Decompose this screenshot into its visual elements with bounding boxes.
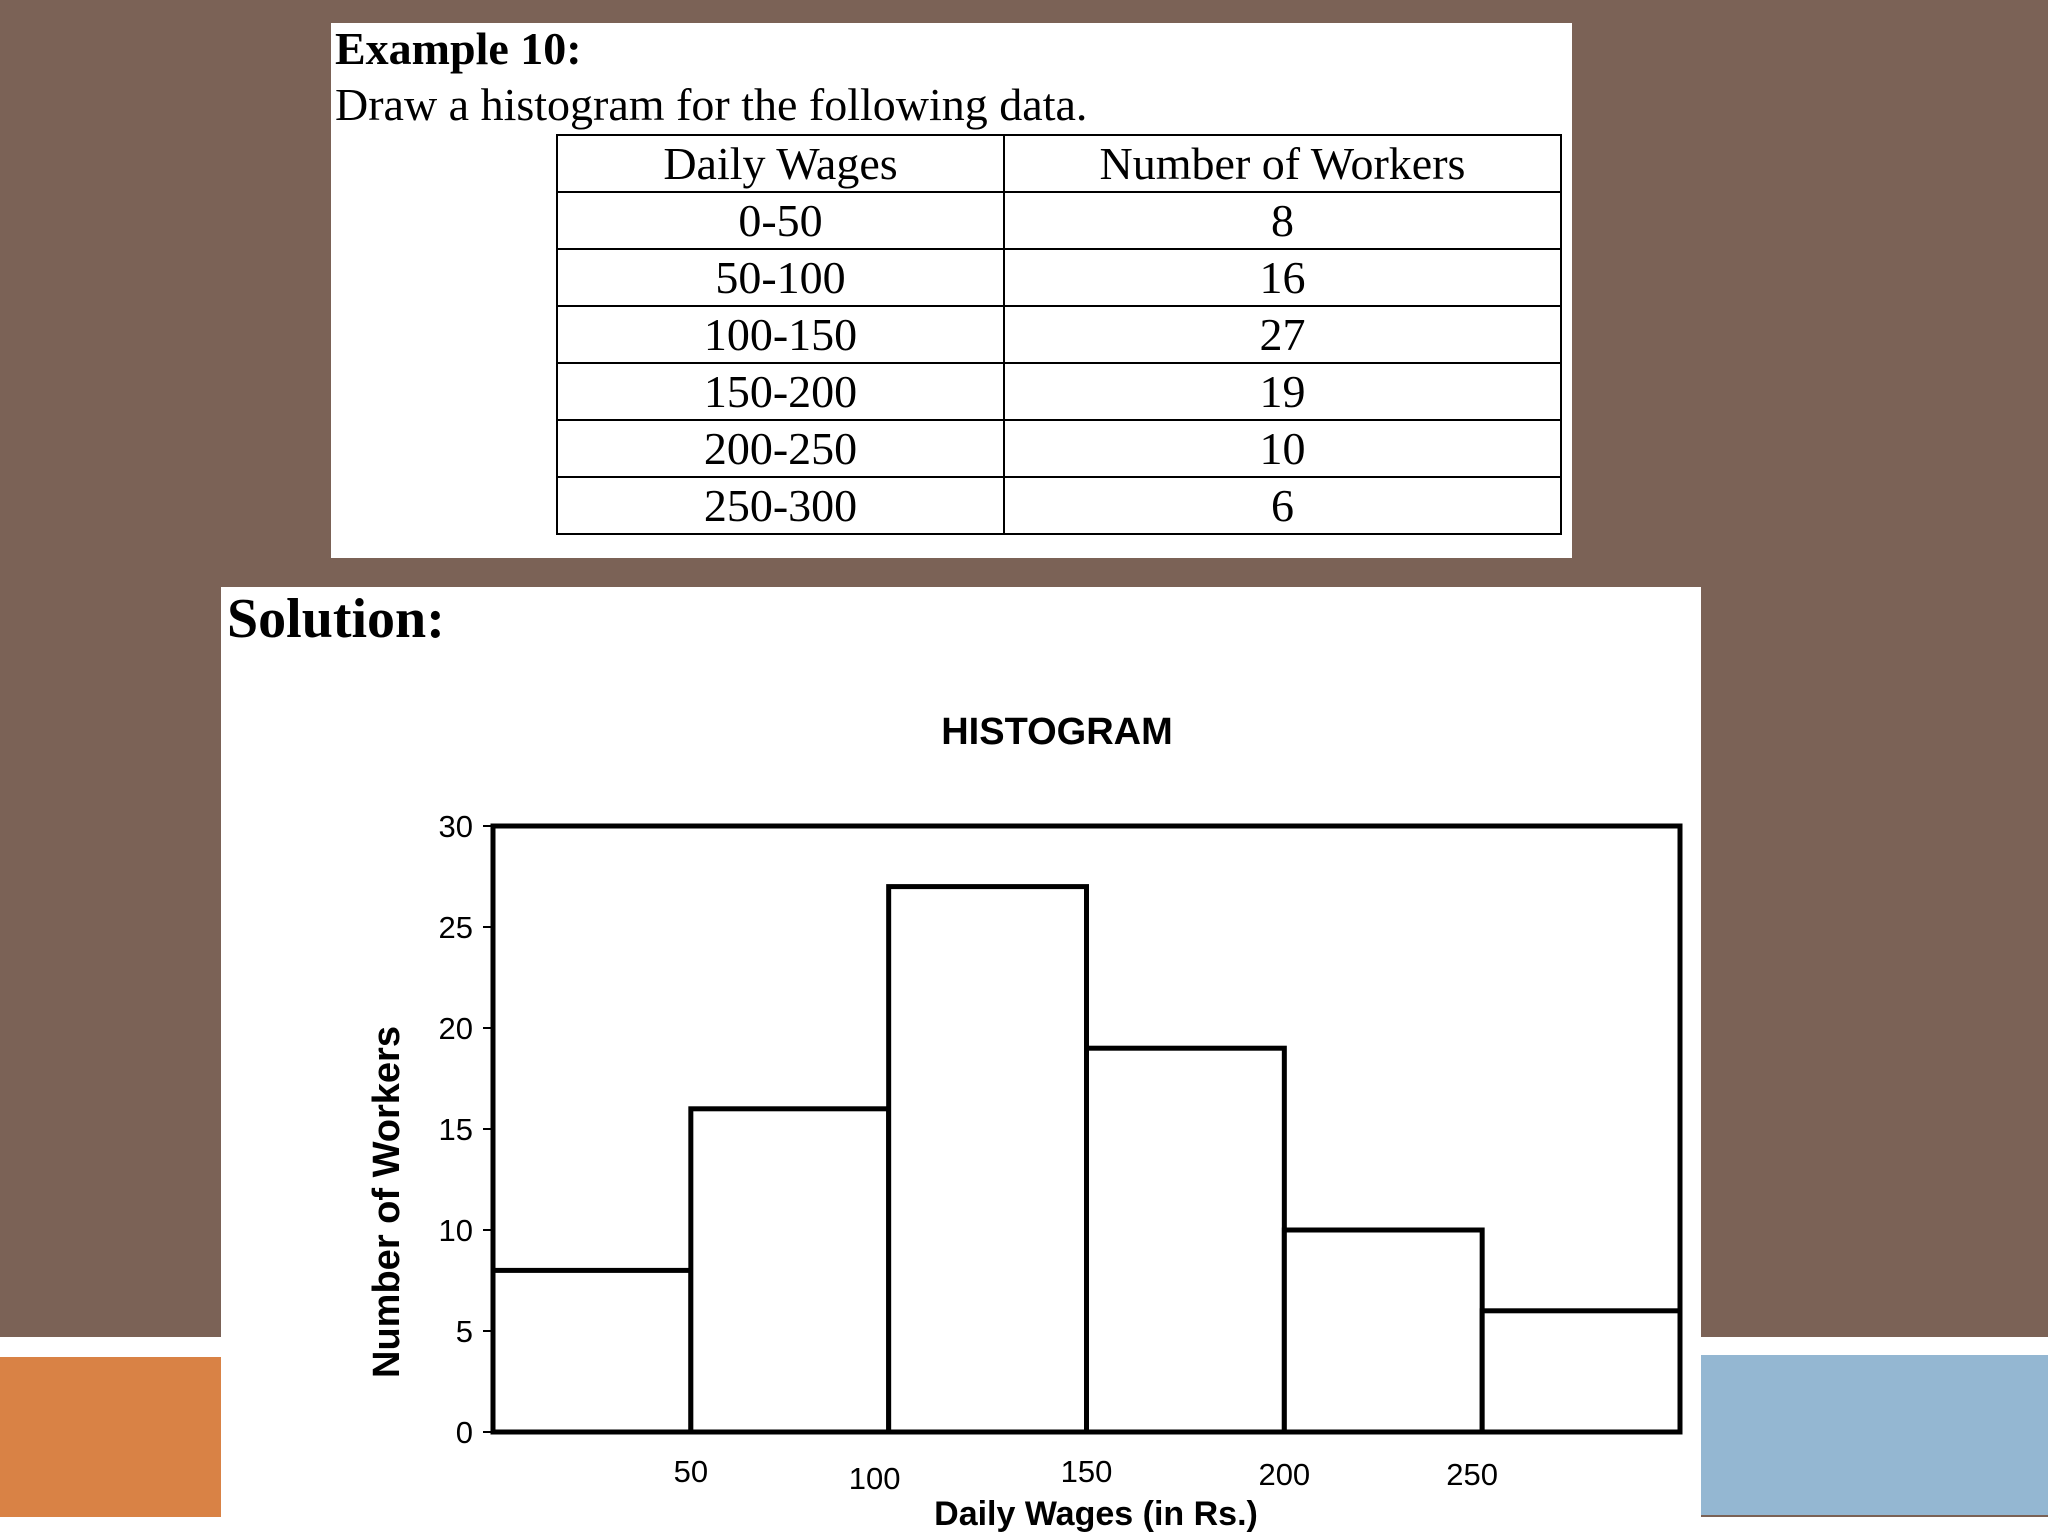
y-tick-label: 10 (438, 1213, 473, 1248)
table-header-row (557, 135, 1561, 192)
table-cell-wages: 150-200 (557, 363, 1004, 420)
accent-blue-block (1701, 1355, 2048, 1515)
histogram-chart (221, 587, 1701, 1536)
x-tick-label: 100 (848, 1461, 901, 1496)
table-row (557, 477, 1561, 534)
histogram-bar (1087, 1048, 1285, 1432)
table-cell-workers: 16 (1004, 249, 1561, 306)
table-cell-wages: 100-150 (557, 306, 1004, 363)
y-tick-label: 25 (438, 910, 473, 945)
table-row (557, 249, 1561, 306)
table-cell-wages: 0-50 (557, 192, 1004, 249)
accent-orange-block (0, 1357, 223, 1517)
chart-title: HISTOGRAM (941, 711, 1173, 753)
histogram-bar (1284, 1230, 1482, 1432)
y-axis-label: Number of Workers (366, 1026, 408, 1378)
table-cell-wages: 250-300 (557, 477, 1004, 534)
table-cell-wages: 200-250 (557, 420, 1004, 477)
solution-label: Solution: (227, 588, 445, 650)
chart-marks (439, 809, 1680, 1496)
table-row (557, 363, 1561, 420)
x-tick-label: 250 (1446, 1457, 1499, 1492)
y-tick-label: 0 (455, 1415, 473, 1450)
table-cell-workers: 10 (1004, 420, 1561, 477)
example-title: Example 10: (335, 23, 582, 74)
example-panel (331, 23, 1572, 558)
table-row (557, 306, 1561, 363)
solution-panel (221, 587, 1701, 1536)
table-row (557, 192, 1561, 249)
y-tick-label: 15 (438, 1112, 473, 1147)
histogram-bar (691, 1109, 889, 1432)
example-prompt: Draw a histogram for the following data. (335, 79, 1088, 130)
x-tick-label: 200 (1258, 1457, 1311, 1492)
data-table (556, 134, 1562, 535)
y-tick-label: 20 (438, 1011, 473, 1046)
table-cell-workers: 27 (1004, 306, 1561, 363)
x-tick-label: 50 (673, 1454, 709, 1489)
x-axis-label: Daily Wages (in Rs.) (934, 1495, 1258, 1533)
y-tick-label: 5 (455, 1314, 473, 1349)
x-tick-label: 150 (1060, 1454, 1113, 1489)
table-row (557, 420, 1561, 477)
histogram-bar (889, 887, 1087, 1432)
y-tick-label: 30 (438, 809, 473, 844)
table-cell-wages: 50-100 (557, 249, 1004, 306)
table-cell-workers: 19 (1004, 363, 1561, 420)
table-cell-workers: 6 (1004, 477, 1561, 534)
table-header-number-of-workers: Number of Workers (1004, 135, 1561, 192)
table-header-daily-wages: Daily Wages (557, 135, 1004, 192)
table-cell-workers: 8 (1004, 192, 1561, 249)
histogram-bar (1482, 1311, 1680, 1432)
histogram-bar (493, 1270, 691, 1432)
